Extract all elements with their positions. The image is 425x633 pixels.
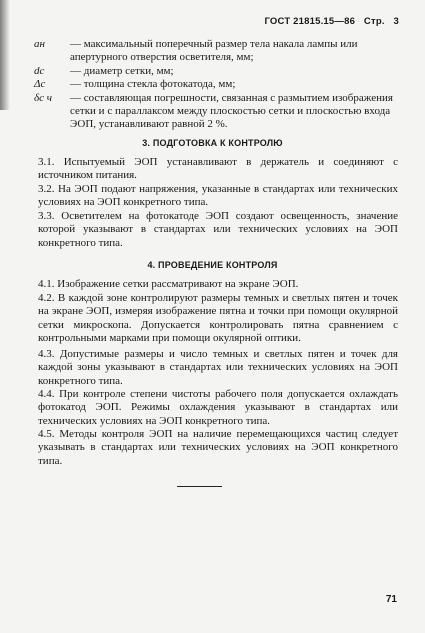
header-page-number: 3 — [393, 16, 399, 27]
scan-edge-shadow — [0, 0, 10, 110]
paragraph-text: 3.1. Испытуемый ЭОП устанавливают в держатель и соединяют с источником питания. — [38, 156, 398, 182]
separator-line — [177, 486, 222, 487]
definition-item — [34, 78, 402, 91]
definition-text: — составляющая погрешности, связанная с размытием изображения сетки и с параллаксом между плоскостью сетки и плоскостью входа ЭОП, устанавливают равной 2 %. — [70, 91, 393, 131]
paragraph-text: 4.2. В каждой зоне контролируют размеры темных и светлых пятен и точек на экране ЭОП, измеряя изображение пятна и точки при помощи окулярной сетки микроскопа. Допускается контролировать пятна сравнением с контрольными марками при помощи окулярной оптики. — [38, 292, 398, 345]
paragraph-3-2 — [24, 183, 398, 210]
definition-text: — диаметр сетки, мм; — [70, 64, 174, 77]
definition-item — [34, 65, 402, 78]
paragraph-3-3 — [24, 210, 398, 250]
definition-text: — толщина стекла фотокатода, мм; — [70, 78, 236, 91]
page-header — [258, 16, 399, 27]
section-4-title: 4. ПРОВЕДЕНИЕ КОНТРОЛЯ — [147, 260, 278, 270]
paragraph-text: 4.5. Методы контроля ЭОП на наличие перемещающихся частиц следует указывать в стандартах или технических условиях на ЭОП конкретного типа. — [38, 428, 398, 467]
definition-item — [34, 92, 402, 132]
definition-symbol: Δс — [34, 78, 46, 91]
paragraph-4-2 — [24, 292, 398, 346]
definition-symbol: aн — [34, 38, 45, 50]
paragraph-4-3 — [24, 348, 398, 388]
definition-symbol: δс ч — [34, 91, 52, 104]
definition-item — [34, 38, 402, 65]
page-label: Стр. — [363, 16, 385, 27]
symbol-definitions — [34, 38, 402, 132]
definition-symbol: dс — [34, 64, 45, 77]
section-3-title: 3. ПОДГОТОВКА К КОНТРОЛЮ — [142, 138, 283, 148]
paragraph-text: 4.4. При контроле степени чистоты рабочего поля допускается охлаждать фотокатод ЭОП. Режимы охлаждения указывают в стандартах или технических условиях на ЭОП конкретного типа. — [38, 388, 398, 427]
paragraph-4-5 — [24, 428, 398, 468]
paragraph-3-1 — [24, 156, 398, 183]
paragraph-4-1 — [24, 278, 398, 291]
paragraph-4-4 — [24, 388, 398, 428]
paragraph-text: 3.3. Осветителем на фотокатоде ЭОП создают освещенность, значение которой указывают в стандартах или технических условиях на ЭОП конкретного типа. — [38, 210, 398, 249]
paragraph-text: 4.1. Изображение сетки рассматривают на экране ЭОП. — [38, 278, 299, 290]
page-number: 71 — [385, 594, 397, 605]
standard-number: ГОСТ 21815.15—86 — [264, 16, 356, 27]
paragraph-text: 4.3. Допустимые размеры и число темных и светлых пятен и точек для каждой зоны указывают в стандартах или технических условиях на ЭОП конкретного типа. — [38, 348, 398, 387]
paragraph-text: 3.2. На ЭОП подают напряжения, указанные в стандартах или технических условиях на ЭОП конкретного типа. — [38, 183, 398, 209]
definition-text: — максимальный поперечный размер тела накала лампы или апертурного отверстия осветителя, мм; — [70, 38, 358, 64]
